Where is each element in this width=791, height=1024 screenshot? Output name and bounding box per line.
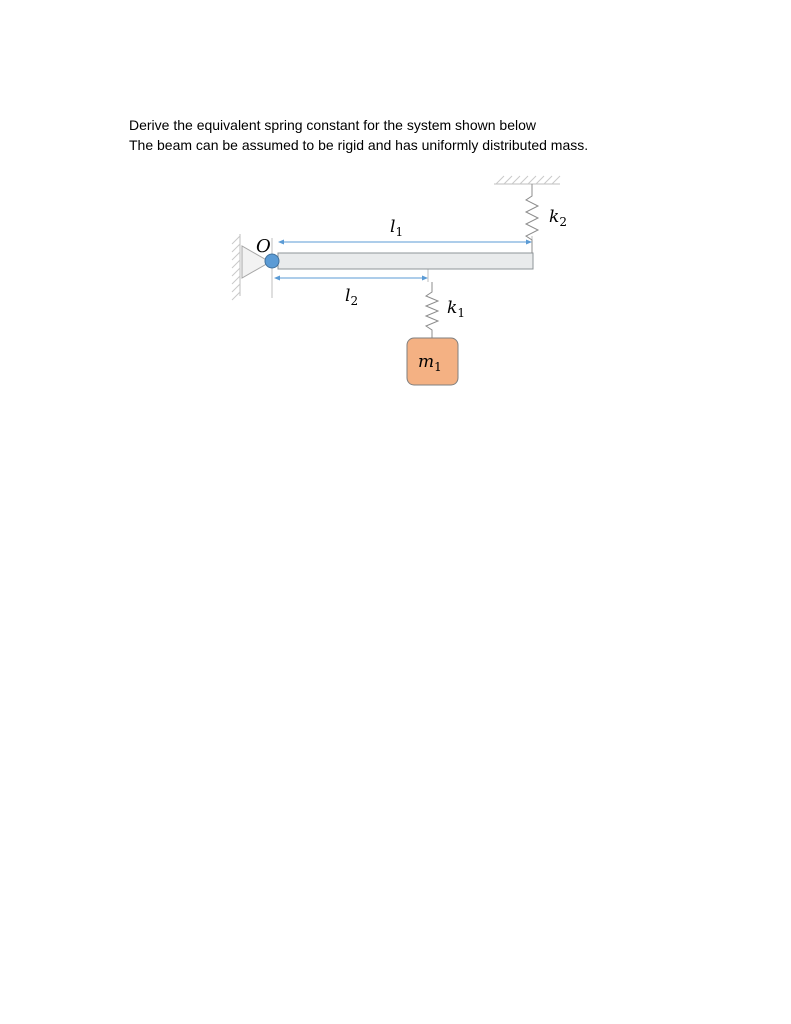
- problem-line-2: The beam can be assumed to be rigid and has uniformly distributed mass.: [129, 137, 589, 153]
- label-l1: $l_1$: [390, 217, 404, 239]
- problem-line-1: Derive the equivalent spring constant for the system shown below: [129, 117, 536, 133]
- ceiling-support: [494, 176, 560, 184]
- ceiling-hatch: [496, 176, 560, 184]
- left-wall-hatch: [232, 236, 240, 300]
- pivot-label: O: [256, 236, 271, 257]
- label-k2: $k_2$: [549, 207, 567, 229]
- label-m1: $m_1$: [418, 352, 442, 374]
- dimension-l2: [274, 276, 428, 281]
- rigid-beam: [278, 253, 533, 269]
- label-k1: $k_1$: [447, 298, 465, 320]
- left-wall: [232, 234, 240, 300]
- label-l2: $l_2$: [345, 286, 359, 308]
- spring-k1: [426, 282, 438, 338]
- dimension-l1: [278, 240, 532, 245]
